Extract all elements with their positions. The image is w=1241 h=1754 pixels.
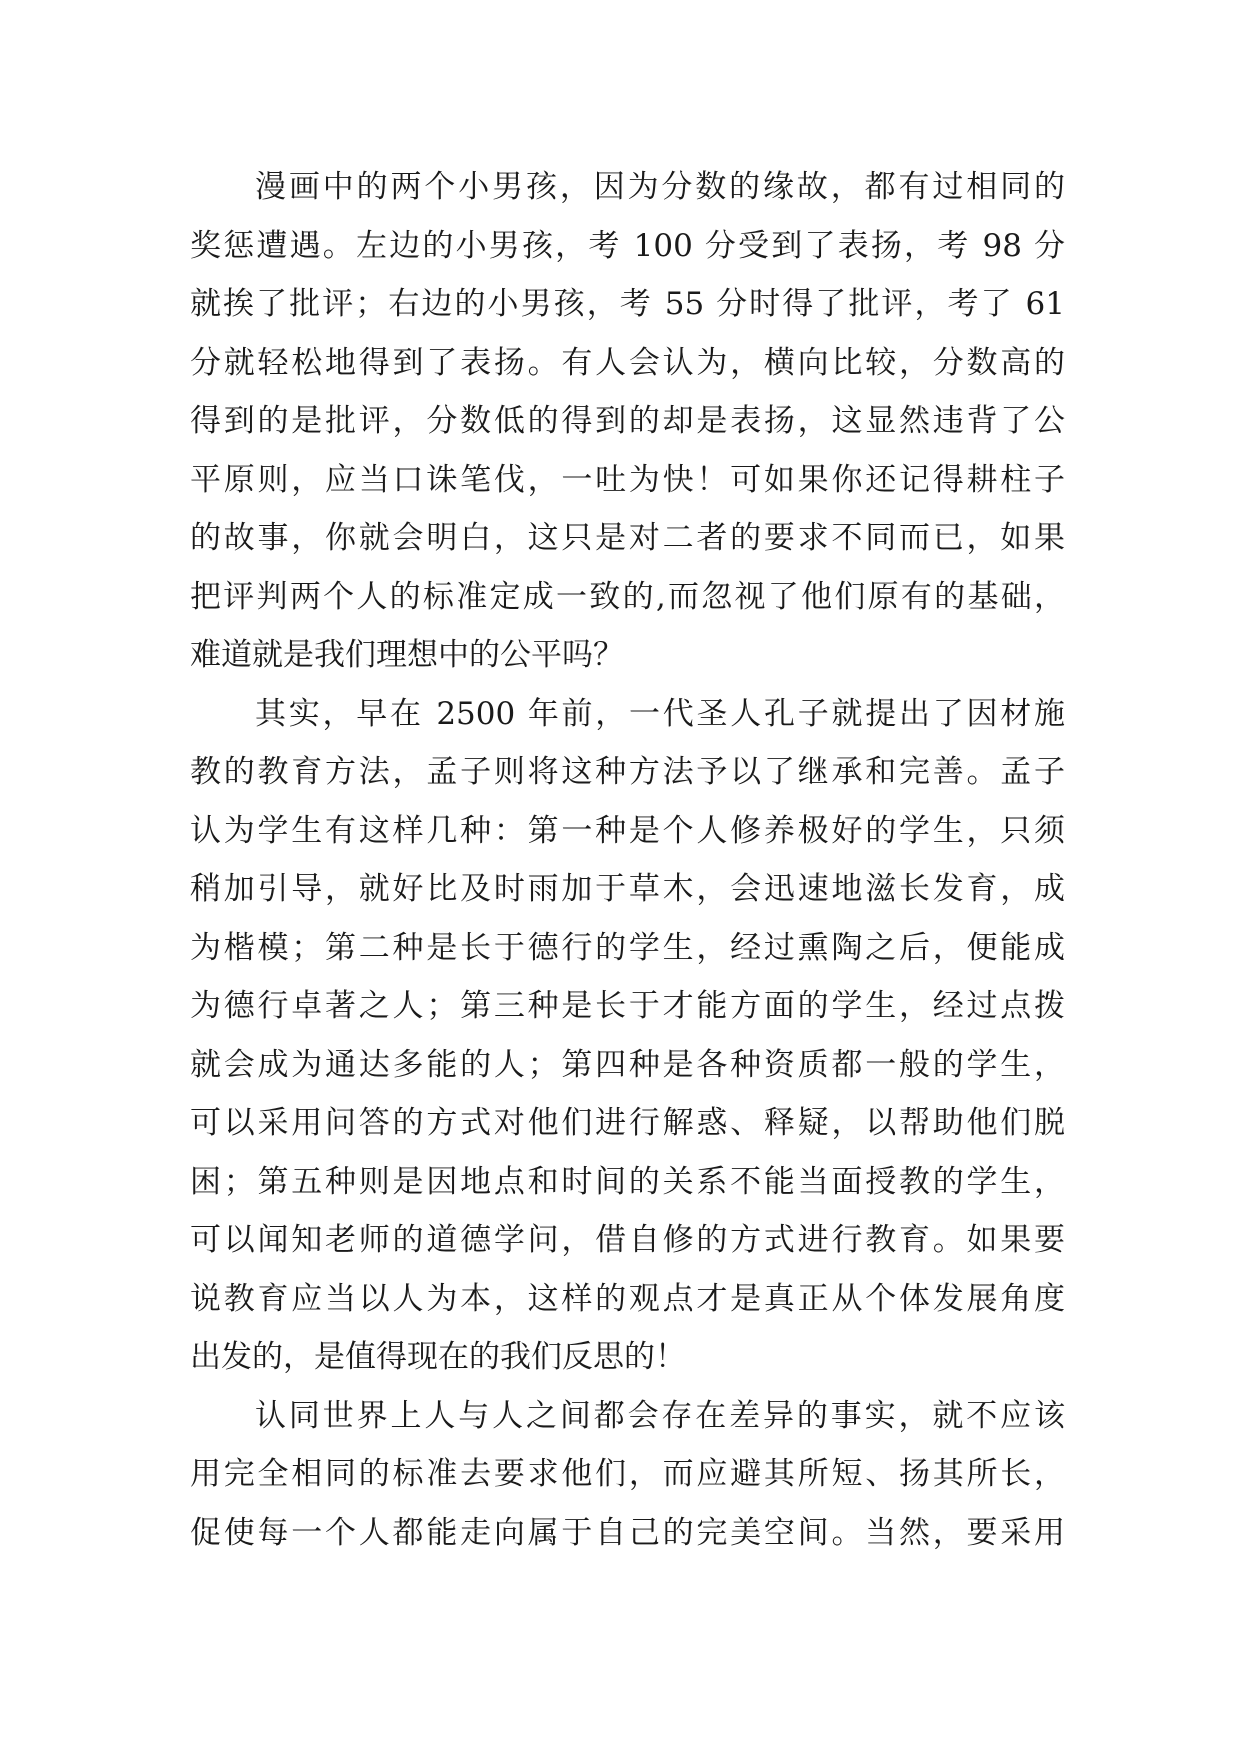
- body-text: [190, 158, 1065, 1562]
- paragraph-1-line-7: 的故事，你就会明白，这只是对二者的要求不同而已，如果: [190, 520, 1065, 556]
- paragraph-2-line-2: 教的教育方法，孟子则将这种方法予以了继承和完善。孟子: [190, 754, 1065, 790]
- paragraph-2-line-8: 可以采用问答的方式对他们进行解惑、释疑，以帮助他们脱: [190, 1105, 1065, 1141]
- paragraph-1-line-2: 奖惩遭遇。左边的小男孩，考 100 分受到了表扬，考 98 分: [190, 227, 1065, 264]
- paragraph-2-line-10: 可以闻知老师的道德学问，借自修的方式进行教育。如果要: [190, 1222, 1065, 1258]
- paragraph-2-line-9: 困；第五种则是因地点和时间的关系不能当面授教的学生，: [190, 1163, 1065, 1200]
- paragraph-2-line-11: 说教育应当以人为本，这样的观点才是真正从个体发展角度: [190, 1280, 1065, 1317]
- paragraph-3-line-3: 促使每一个人都能走向属于自己的完美空间。当然，要采用: [190, 1514, 1065, 1551]
- paragraph-1-line-8: 把评判两个人的标准定成一致的,而忽视了他们原有的基础，: [190, 578, 1065, 615]
- paragraph-2-line-12: 出发的，是值得现在的我们反思的！: [190, 1339, 686, 1375]
- paragraph-2-line-7: 就会成为通达多能的人；第四种是各种资质都一般的学生，: [190, 1046, 1065, 1083]
- paragraph-1-line-3: 就挨了批评；右边的小男孩，考 55 分时得了批评，考了 61: [190, 286, 1065, 322]
- paragraph-3-line-1: 认同世界上人与人之间都会存在差异的事实，就不应该: [255, 1397, 1065, 1434]
- paragraph-1-line-5: 得到的是批评，分数低的得到的却是表扬，这显然违背了公: [190, 403, 1065, 439]
- paragraph-2-line-4: 稍加引导，就好比及时雨加于草木，会迅速地滋长发育，成: [190, 871, 1065, 907]
- paragraph-3-line-2: 用完全相同的标准去要求他们，而应避其所短、扬其所长，: [190, 1456, 1065, 1492]
- paragraph-1-line-1: 漫画中的两个小男孩，因为分数的缘故，都有过相同的: [255, 169, 1065, 205]
- paragraph-2-line-1: 其实，早在 2500 年前，一代圣人孔子就提出了因材施: [255, 695, 1065, 732]
- paragraph-1-line-4: 分就轻松地得到了表扬。有人会认为，横向比较，分数高的: [190, 344, 1065, 381]
- paragraph-1-line-6: 平原则，应当口诛笔伐，一吐为快！可如果你还记得耕柱子: [190, 461, 1065, 498]
- paragraph-2-line-3: 认为学生有这样几种：第一种是个人修养极好的学生，只须: [190, 812, 1065, 849]
- paragraph-2-line-5: 为楷模；第二种是长于德行的学生，经过熏陶之后，便能成: [190, 929, 1065, 966]
- paragraph-1-line-9: 难道就是我们理想中的公平吗？: [190, 637, 624, 673]
- paragraph-2-line-6: 为德行卓著之人；第三种是长于才能方面的学生，经过点拨: [190, 988, 1065, 1024]
